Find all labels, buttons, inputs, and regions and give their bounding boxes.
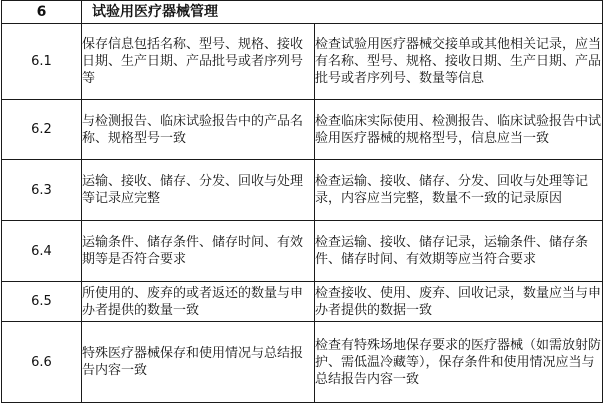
- row-number: 6.2: [2, 100, 82, 160]
- row-check-text: 检查运输、接收、储存记录，运输条件、储存条件、储存时间、有效期等应当符合要求: [315, 221, 603, 282]
- row-check-text: 检查试验用医疗器械交接单或其他相关记录，应当有名称、型号、规格、接收日期、生产日期、产品批号或者序列号、数量等信息: [315, 24, 603, 100]
- row-number: 6.3: [2, 160, 82, 221]
- section-header-blank: [315, 1, 603, 24]
- table-row: [2, 24, 603, 100]
- row-item-text: 保存信息包括名称、型号、规格、接收日期、生产日期、产品批号或者序列号等: [82, 24, 315, 100]
- row-item-text: 特殊医疗器械保存和使用情况与总结报告内容一致: [82, 322, 315, 403]
- row-item-text: 运输条件、储存条件、储存时间、有效期等是否符合要求: [82, 221, 315, 282]
- section-header-row: [2, 1, 603, 24]
- section-title: 试验用医疗器械管理: [82, 1, 315, 24]
- row-item-text: 所使用的、废弃的或者返还的数量与申办者提供的数量一致: [82, 282, 315, 322]
- row-number: 6.4: [2, 221, 82, 282]
- section-number: 6: [2, 1, 82, 24]
- row-number: 6.1: [2, 24, 82, 100]
- row-check-text: 检查有特殊场地保存要求的医疗器械（如需放射防护、需低温冷藏等），保存条件和使用情况应当与总结报告内容一致: [315, 322, 603, 403]
- row-item-text: 与检测报告、临床试验报告中的产品名称、规格型号一致: [82, 100, 315, 160]
- row-number: 6.5: [2, 282, 82, 322]
- table-row: [2, 160, 603, 221]
- table-row: [2, 221, 603, 282]
- table-row: [2, 100, 603, 160]
- row-item-text: 运输、接收、储存、分发、回收与处理等记录应完整: [82, 160, 315, 221]
- inspection-table: [1, 0, 603, 403]
- row-check-text: 检查运输、接收、储存、分发、回收与处理等记录，内容应当完整，数量不一致的记录原因: [315, 160, 603, 221]
- row-check-text: 检查临床实际使用、检测报告、临床试验报告中试验用医疗器械的规格型号，信息应当一致: [315, 100, 603, 160]
- row-check-text: 检查接收、使用、废弃、回收记录，数量应当与申办者提供的数据一致: [315, 282, 603, 322]
- table-row: [2, 322, 603, 403]
- row-number: 6.6: [2, 322, 82, 403]
- table-row: [2, 282, 603, 322]
